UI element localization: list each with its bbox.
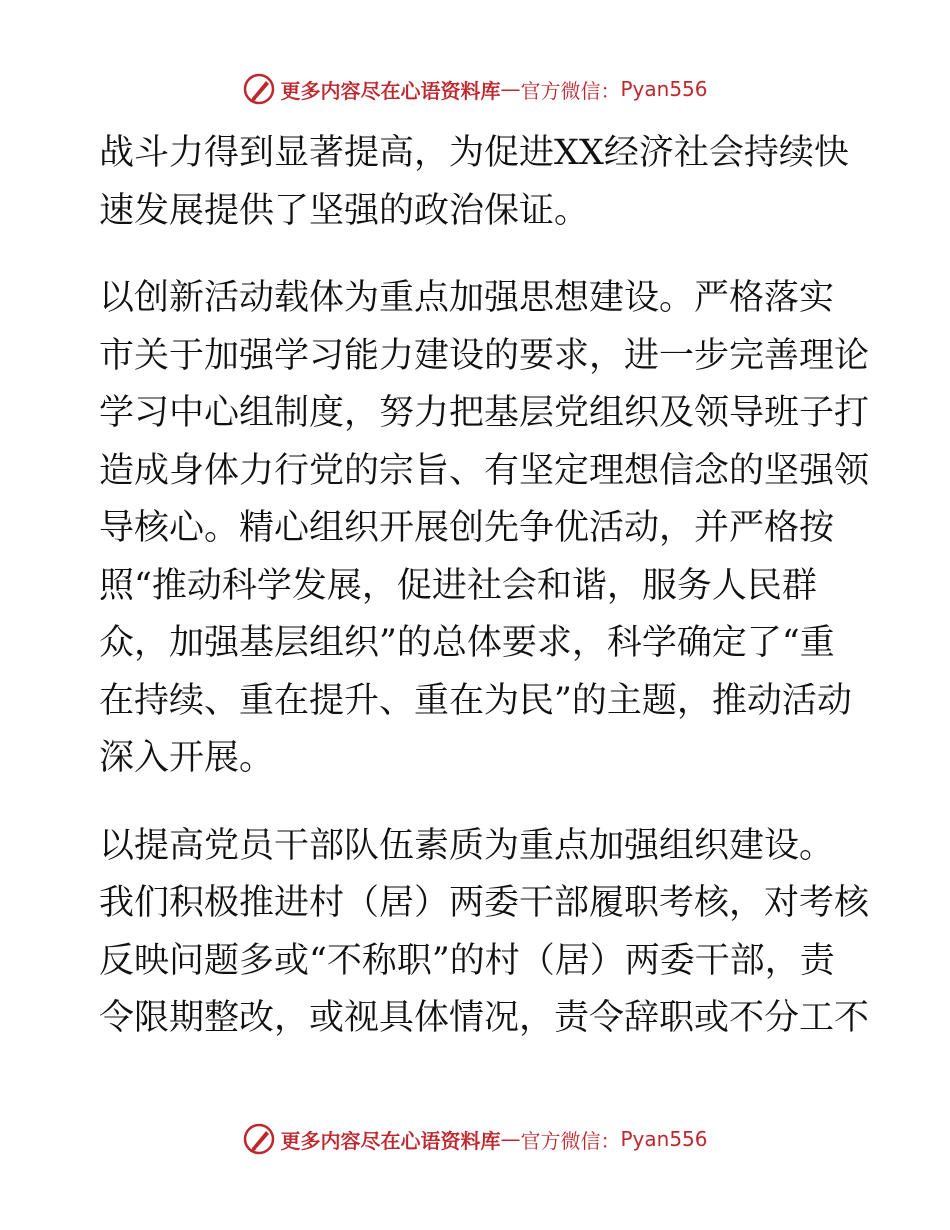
paragraph-2 — [99, 270, 870, 788]
footer-watermark — [0, 1122, 950, 1156]
text-line: 以创新活动载体为重点加强思想建设。严格落实 — [99, 278, 835, 318]
text-line: 战斗力得到显著提高，为促进XX经济社会持续快 — [99, 133, 849, 173]
header-wechat-id: Pyan556 — [620, 77, 708, 101]
text-line: 令限期整改，或视具体情况，责令辞职或不分工不 — [99, 998, 870, 1038]
footer-text: 更多内容尽在心语资料库 — [280, 1128, 501, 1153]
header-watermark — [0, 72, 950, 106]
paragraph-3 — [99, 818, 870, 1048]
paragraph-1 — [99, 125, 851, 240]
footer-dash: — — [500, 1127, 521, 1151]
text-line: 导核心。精心组织开展创先争优活动，并严格按 — [99, 508, 835, 548]
footer-wechat-label: 官方微信： — [520, 1128, 621, 1153]
pen-logo-icon — [242, 1122, 276, 1156]
text-line: 众，加强基层组织”的总体要求，科学确定了“重 — [99, 623, 835, 663]
document-body — [99, 125, 870, 1048]
text-line: 以提高党员干部队伍素质为重点加强组织建设。 — [99, 825, 835, 866]
footer-wechat-id: Pyan556 — [620, 1127, 708, 1151]
text-line: 学习中心组制度，努力把基层党组织及领导班子打 — [99, 393, 870, 433]
text-line: 照“推动科学发展，促进社会和谐，服务人民群 — [99, 565, 817, 606]
text-line: 市关于加强学习能力建设的要求，进一步完善理论 — [99, 335, 870, 376]
text-line: 在持续、重在提升、重在为民”的主题，推动活动 — [99, 680, 852, 721]
text-line: 我们积极推进村（居）两委干部履职考核，对考核 — [99, 883, 870, 923]
text-line: 反映问题多或“不称职”的村（居）两委干部，责 — [99, 940, 835, 981]
pen-logo-icon — [242, 72, 276, 106]
text-line: 速发展提供了坚强的政治保证。 — [99, 190, 590, 231]
header-wechat-label: 官方微信： — [520, 78, 621, 103]
text-line: 深入开展。 — [99, 738, 275, 778]
text-line: 造成身体力行党的宗旨、有坚定理想信念的坚强领 — [99, 450, 870, 491]
header-dash: — — [500, 77, 521, 101]
header-text: 更多内容尽在心语资料库 — [280, 78, 501, 103]
